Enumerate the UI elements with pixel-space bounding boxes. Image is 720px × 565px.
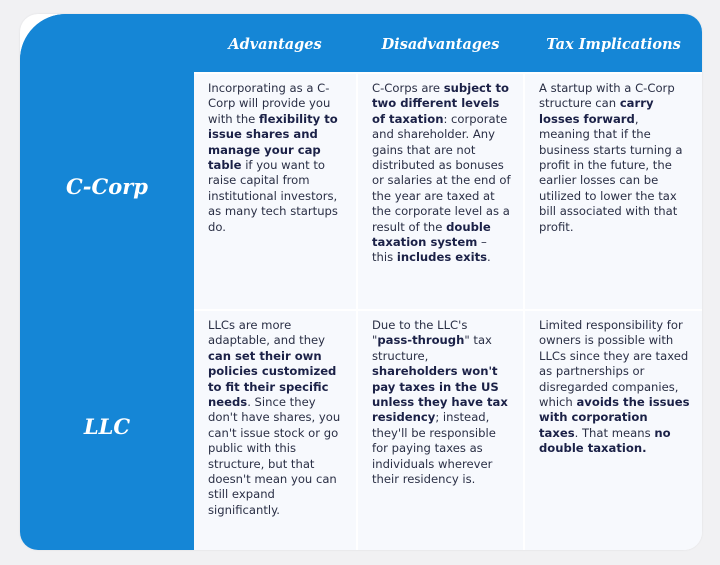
emphasis-text: can set their own policies customized to fit their specific needs: [208, 348, 337, 410]
emphasis-text: carry losses forward: [539, 96, 654, 126]
body-text: A startup with a C-Corp structure can: [539, 81, 675, 111]
body-text: Due to the LLC's ": [372, 318, 468, 348]
row-header-band: [20, 14, 194, 550]
body-text: . Since they don't have shares, you can't issue stock or go public with this structure, but that doesn't mean you can still expand significantly.: [208, 395, 341, 517]
body-text: LLCs are more adaptable, and they: [208, 318, 326, 348]
body-text: if you want to raise capital from institutional investors, as many tech startups do.: [208, 158, 338, 234]
cell-llc-disadvantages: [358, 311, 523, 550]
body-text: Incorporating as a C-Corp will provide you with the: [208, 81, 331, 126]
cell-c-corp-disadvantages: [358, 74, 523, 309]
body-text: . That means: [574, 425, 655, 440]
body-text: Limited responsibility for owners is possible with LLCs since they are taxed as partnerships or disregarded companies, which: [539, 318, 689, 410]
column-header-tax-implications: Tax Implications: [546, 36, 681, 53]
body-text: " tax structure,: [372, 333, 492, 363]
cell-c-corp-tax-implications: [525, 74, 702, 309]
emphasis-text: avoids the issues with corporation taxes: [539, 395, 690, 440]
column-header-disadvantages: Disadvantages: [381, 36, 500, 53]
emphasis-text: includes exits: [396, 250, 488, 265]
emphasis-text: flexibility to issue shares and manage your cap table: [208, 111, 338, 173]
cell-llc-advantages: [194, 311, 356, 550]
body-text: : corporate and shareholder. Any gains that are not distributed as bonuses or salaries at the end of the year are taxed at the corporate level as a result of the: [372, 111, 511, 234]
cell-llc-tax-implications: [525, 311, 702, 550]
column-header-advantages: Advantages: [228, 36, 322, 53]
body-text: C-Corps are: [372, 81, 444, 95]
body-text: .: [487, 250, 491, 265]
emphasis-text: double taxation system: [372, 219, 491, 250]
body-text: , meaning that if the business starts turning a profit in the future, the earlier losses can be utilized to lower the tax bill associated with that profit.: [539, 111, 683, 234]
row-header-llc: LLC: [83, 414, 131, 439]
emphasis-text: no double taxation.: [539, 425, 671, 456]
body-text: ; instead, they'll be responsible for paying taxes as individuals wherever their residency is.: [372, 410, 496, 487]
comparison-table: [20, 14, 702, 550]
body-text: – this: [372, 235, 487, 265]
emphasis-text: shareholders won't pay taxes in the US unless they have tax residency: [372, 364, 508, 425]
cell-c-corp-advantages: [194, 74, 356, 309]
row-header-c-corp: C-Corp: [66, 174, 148, 199]
emphasis-text: pass-through: [377, 333, 465, 348]
emphasis-text: subject to two different levels of taxation: [372, 81, 510, 126]
